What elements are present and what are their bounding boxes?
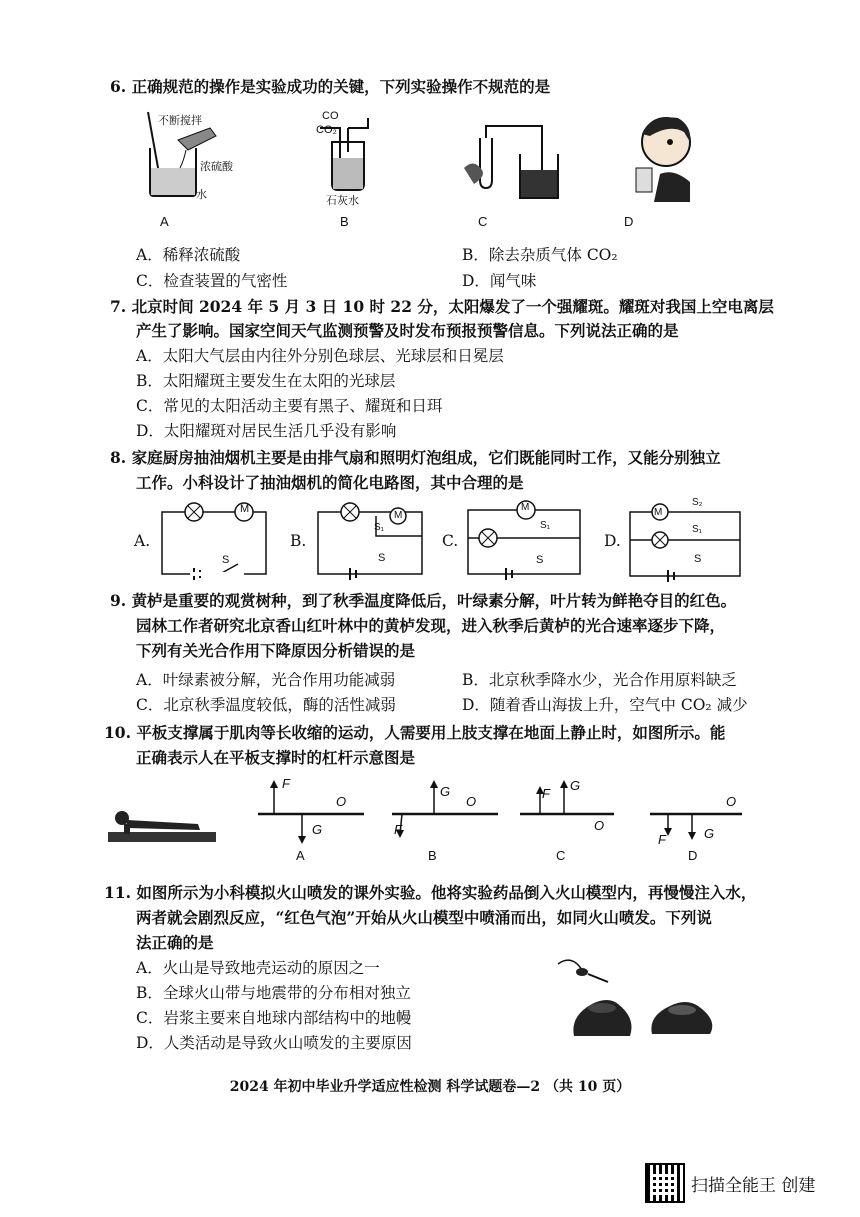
q9-stem-line1: 9. 黄栌是重要的观赏树种，到了秋季温度降低后，叶绿素分解，叶片转为鲜艳夺目的红色。 — [110, 591, 737, 610]
q7-stem-line1: 7. 北京时间 2024 年 5 月 3 日 10 时 22 分，太阳爆发了一个强耀斑。耀斑对我国上空电离层 — [110, 297, 774, 316]
q6-label-co: CO — [322, 110, 339, 122]
lever-a-g: G — [312, 822, 323, 837]
qr-code-icon — [645, 1163, 685, 1203]
q8-circuit-b — [316, 504, 426, 580]
q9-option-b: B．北京秋季降水少，光合作用原料缺乏 — [462, 671, 737, 689]
q6-option-c: C．检查装置的气密性 — [136, 272, 288, 290]
q6-letter-c: C — [478, 214, 488, 229]
q8-letter-d: D. — [604, 532, 621, 550]
q8-stem-line1: 8. 家庭厨房抽油烟机主要是由排气扇和照明灯泡组成，它们既能同时工作，又能分别独立 — [110, 448, 721, 467]
q9-option-d: D．随着香山海拔上升，空气中 CO₂ 减少 — [462, 696, 748, 714]
q8-circuit-a — [160, 504, 270, 580]
q11-option-d: D．人类活动是导致火山喷发的主要原因 — [136, 1034, 412, 1052]
q8-stem-line2: 工作。小科设计了抽油烟机的简化电路图，其中合理的是 — [136, 473, 524, 492]
q6-stem: 6. 正确规范的操作是实验成功的关键，下列实验操作不规范的是 — [110, 77, 551, 96]
plank-figure — [106, 808, 218, 844]
q7-option-b: B．太阳耀斑主要发生在太阳的光球层 — [136, 372, 396, 390]
lever-d-g: G — [704, 826, 715, 841]
lever-c-g: G — [570, 778, 581, 793]
scanner-watermark — [645, 1163, 815, 1203]
lever-b-o: O — [466, 794, 477, 809]
q8c-motor-label: M — [521, 502, 530, 513]
q6-label-limewater: 石灰水 — [326, 195, 359, 207]
q8c-switch-label: S — [536, 554, 544, 566]
q9-stem-line2: 园林工作者研究北京香山红叶林中的黄栌发现，进入秋季后黄栌的光合速率逐步下降， — [136, 616, 726, 635]
lever-a-o: O — [336, 794, 347, 809]
lever-c — [518, 774, 618, 844]
lever-d-f: F — [658, 832, 666, 847]
q8-letter-b: B. — [290, 532, 307, 550]
q6-label-stir: 不断搅拌 — [158, 115, 202, 127]
lever-a — [256, 774, 366, 844]
q6-letter-d: D — [624, 214, 634, 229]
q8c-s1-label: S₁ — [540, 520, 551, 531]
volcano-figure — [552, 950, 722, 1040]
q6-label-acid: 浓硫酸 — [200, 161, 233, 173]
q8d-motor-label: M — [654, 507, 663, 518]
q8-letter-a: A. — [134, 532, 151, 550]
lever-b-f: F — [394, 822, 402, 837]
q11-option-c: C．岩浆主要来自地球内部结构中的地幔 — [136, 1009, 412, 1027]
page-footer: 2024 年初中毕业升学适应性检测 科学试题卷—2 （共 10 页） — [229, 1079, 631, 1095]
lever-b-letter: B — [428, 848, 437, 863]
lever-a-letter: A — [296, 848, 305, 863]
q6-option-b: B．除去杂质气体 CO₂ — [462, 246, 618, 264]
q7-option-c: C．常见的太阳活动主要有黑子、耀斑和日珥 — [136, 397, 443, 415]
q6-figure-c — [460, 118, 560, 208]
q9-stem-line3: 下列有关光合作用下降原因分析错误的是 — [136, 641, 416, 660]
q11-stem-line2: 两者就会剧烈反应，“红色气泡”开始从火山模型中喷涌而出，如同火山喷发。下列说 — [136, 908, 712, 927]
q8d-s1-label: S₁ — [692, 524, 703, 535]
lever-c-o: O — [594, 818, 605, 833]
q8a-switch-label: S — [222, 554, 230, 566]
q6-label-co2: CO₂ — [316, 124, 337, 136]
q8b-s1-label: S₁ — [374, 522, 385, 533]
q7-stem-line2: 产生了影响。国家空间天气监测预警及时发布预报预警信息。下列说法正确的是 — [136, 321, 679, 340]
q7-option-a: A．太阳大气层由内往外分别色球层、光球层和日冕层 — [136, 347, 504, 365]
lever-c-letter: C — [556, 848, 566, 863]
lever-b-g: G — [440, 784, 451, 799]
lever-c-f: F — [542, 786, 550, 801]
q10-stem-line2: 正确表示人在平板支撑时的杠杆示意图是 — [136, 748, 416, 767]
q8d-switch-label: S — [694, 553, 702, 565]
q6-letter-b: B — [340, 214, 349, 229]
q8b-motor-label: M — [394, 510, 403, 521]
q11-stem-line1: 11. 如图所示为小科模拟火山喷发的课外实验。他将实验药品倒入火山模型内，再慢慢注入水， — [104, 883, 757, 902]
q10-stem-line1: 10. 平板支撑属于肌肉等长收缩的运动，人需要用上肢支撑在地面上静止时，如图所示。能 — [104, 723, 726, 742]
lever-d-letter: D — [688, 848, 698, 863]
q11-option-a: A．火山是导致地壳运动的原因之一 — [136, 959, 380, 977]
q8a-motor-label: M — [240, 503, 250, 515]
q6-option-d: D．闻气味 — [462, 272, 537, 290]
q8b-switch-label: S — [378, 552, 386, 564]
q7-option-d: D．太阳耀斑对居民生活几乎没有影响 — [136, 422, 397, 440]
q9-option-a: A．叶绿素被分解，光合作用功能减弱 — [136, 671, 396, 689]
q6-figure-d — [630, 112, 700, 202]
q8-letter-c: C. — [442, 532, 459, 550]
watermark-text: 扫描全能王 创建 — [691, 1175, 816, 1196]
q8d-s2-label: S₂ — [692, 497, 703, 508]
lever-d-o: O — [726, 794, 737, 809]
q11-option-b: B．全球火山带与地震带的分布相对独立 — [136, 984, 411, 1002]
q8-circuit-d — [628, 496, 744, 582]
q11-stem-line3: 法正确的是 — [136, 933, 214, 952]
q9-option-c: C．北京秋季温度较低，酶的活性减弱 — [136, 696, 396, 714]
lever-a-f: F — [282, 776, 290, 791]
q6-option-a: A．稀释浓硫酸 — [136, 246, 241, 264]
q6-label-water: 水 — [196, 189, 207, 201]
q6-letter-a: A — [160, 214, 169, 229]
